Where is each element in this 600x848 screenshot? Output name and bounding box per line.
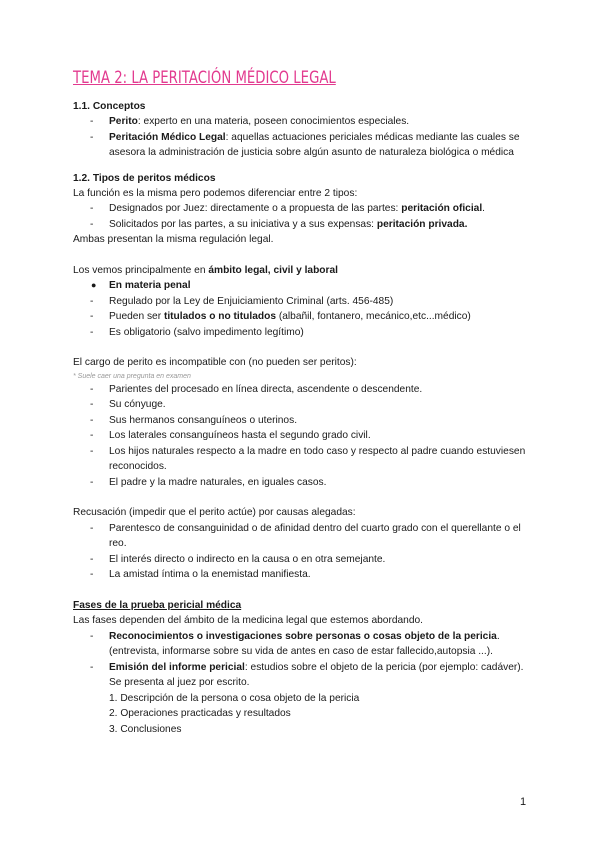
section-heading-fases: Fases de la prueba pericial médica [73,599,242,611]
list-item: - El interés directo o indirecto en la causa o en otra semejante. [90,553,386,565]
list-item: ● En materia penal [91,280,191,291]
conceptos-list [73,114,533,161]
paragraph: Las fases dependen del ámbito de la medicina legal que estemos abordando. [73,615,424,626]
list-item: - Sus hermanos consanguíneos o uterinos. [90,414,298,426]
numbered-item: 2. Operaciones practicadas y resultados [109,708,291,719]
list-item: - Es obligatorio (salvo impedimento legítimo) [90,326,304,338]
paragraph: Los vemos principalmente en ámbito legal, civil y laboral [73,264,338,276]
document-page [73,68,533,737]
list-item: - Pueden ser titulados o no titulados (albañil, fontanero, mecánico,etc...médico) [90,311,471,322]
numbered-item: 1. Descripción de la persona o cosa objeto de la pericia [109,692,360,704]
section-heading-conceptos: 1.1. Conceptos [73,101,146,112]
list-item: - Regulado por la Ley de Enjuiciamiento Criminal (arts. 456-485) [90,295,394,307]
list-item: - Reconocimientos o investigaciones sobre personas o cosas objeto de la pericia. (entrevista, informarse sobre su vida de antes en caso de estar fallecido,autopsia ...). [90,630,500,657]
list-item: - El padre y la madre naturales, en iguales casos. [90,476,327,488]
paragraph: Recusación (impedir que el perito actúe) por causas alegadas: [73,507,356,518]
page-title: TEMA 2: LA PERITACIÓN MÉDICO LEGAL [73,68,336,88]
list-item: - Perito: experto en una materia, poseen conocimientos especiales. [90,116,410,127]
list-item: - Designados por Juez: directamente o a propuesta de las partes: peritación oficial. [90,203,486,214]
list-item: - Su cónyuge. [90,399,166,410]
ambitos-list [73,278,533,340]
list-item: - Los hijos naturales respecto a la madre en todo caso y respecto al padre cuando estuviesen reconocidos. [90,445,526,472]
list-item: - La amistad íntima o la enemistad manifiesta. [90,569,311,580]
paragraph: La función es la misma pero podemos diferenciar entre 2 tipos: [73,187,358,199]
paragraph: Ambas presentan la misma regulación legal. [73,234,274,245]
list-item: - Parientes del procesado en línea directa, ascendente o descendente. [90,383,423,395]
numbered-item: 3. Conclusiones [109,723,182,735]
incompatible-list [73,382,533,491]
tipos-list [73,201,533,232]
section-heading-tipos: 1.2. Tipos de peritos médicos [73,172,216,184]
list-item: - Peritación Médico Legal: aquellas actuaciones periciales médicas mediante las cuales se asesora la administración de justicia sobre algún asunto de naturaleza biológica o médica [90,131,520,158]
list-item: - Los laterales consanguíneos hasta el segundo grado civil. [90,430,371,441]
paragraph: Se presenta al juez por escrito. [109,677,250,688]
fases-list [73,629,533,676]
list-item: - Emisión del informe pericial: estudios sobre el objeto de la pericia (por ejemplo: cadáver). [90,661,524,673]
exam-note: * Suele caer una pregunta en examen [73,372,191,380]
recusacion-list [73,521,533,583]
list-item: - Parentesco de consanguinidad o de afinidad dentro del cuarto grado con el querellante o el reo. [90,522,521,549]
paragraph: El cargo de perito es incompatible con (no pueden ser peritos): [73,357,357,368]
list-item: - Solicitados por las partes, a su iniciativa y a sus expensas: peritación privada. [90,218,468,230]
page-number: 1 [520,796,527,808]
